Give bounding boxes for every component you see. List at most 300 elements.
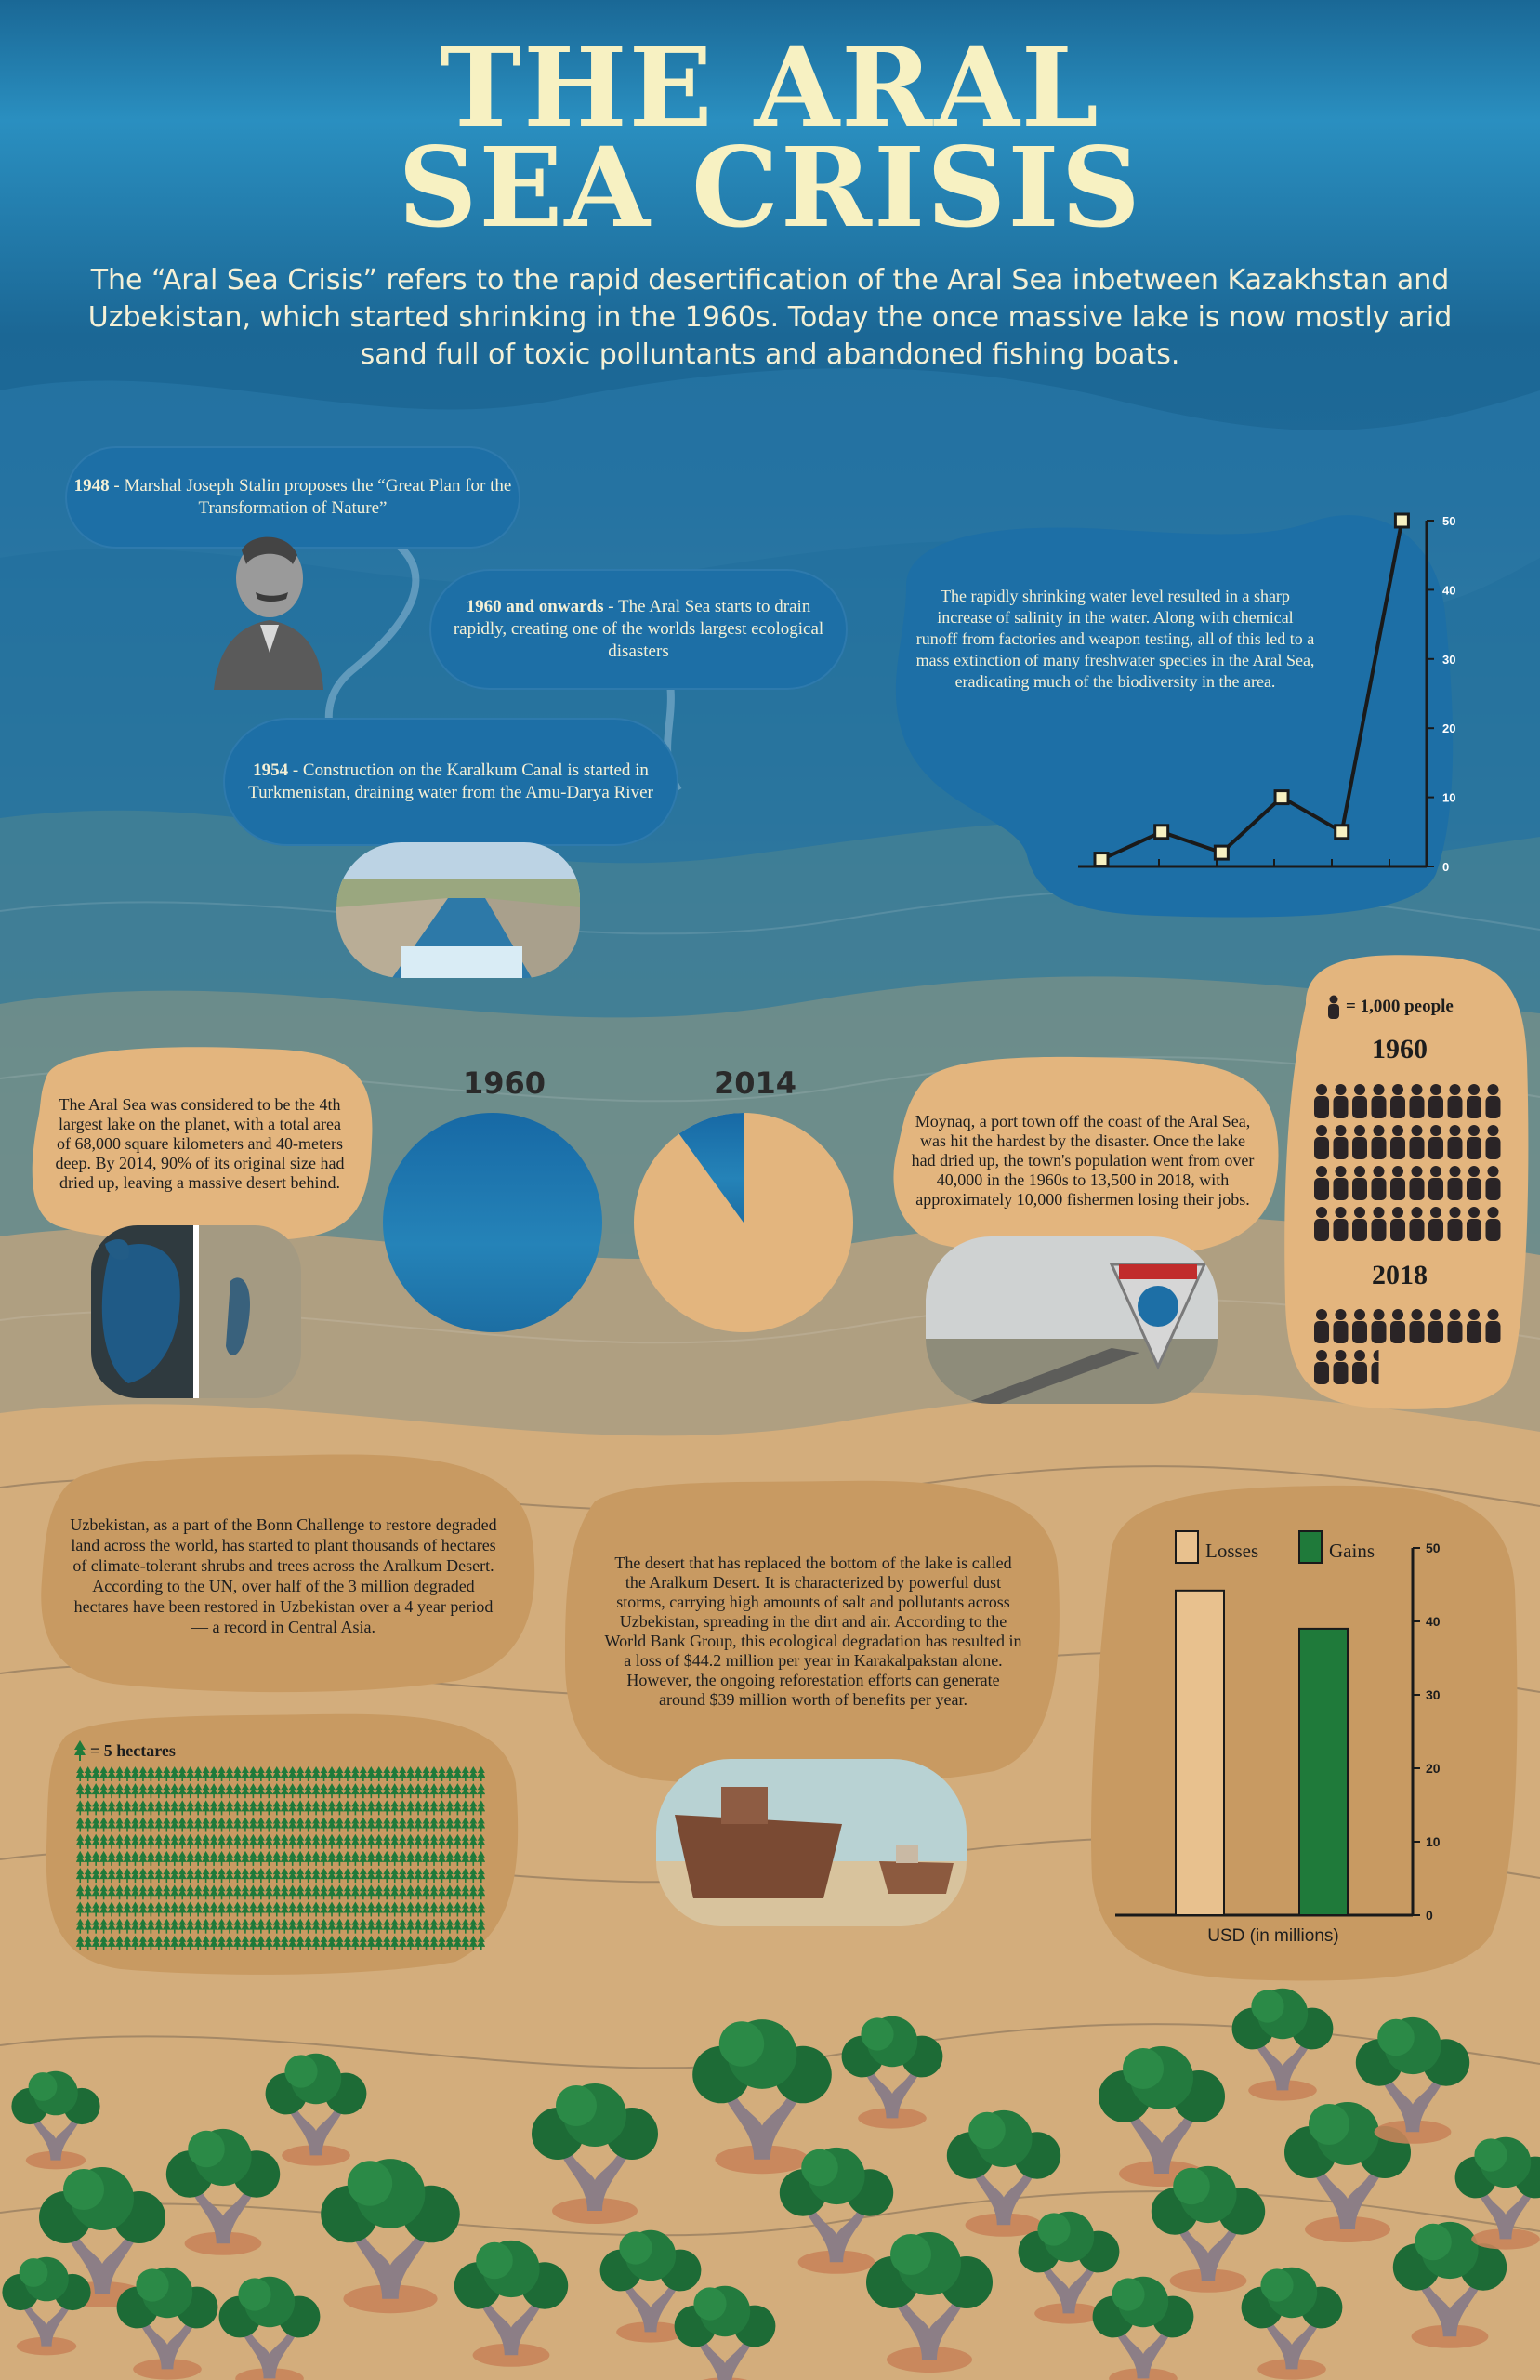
title-line-1: THE ARAL bbox=[440, 22, 1100, 152]
tree-icon bbox=[265, 1834, 273, 1849]
tree-icon bbox=[296, 1766, 305, 1781]
person-icon bbox=[1428, 1207, 1443, 1241]
tree-icon bbox=[288, 1901, 296, 1916]
tree-icon bbox=[147, 1834, 155, 1849]
tree-icon bbox=[367, 1851, 375, 1866]
tree-icon bbox=[131, 1868, 139, 1883]
tree-icon bbox=[422, 1800, 430, 1815]
tree-icon bbox=[477, 1800, 485, 1815]
tree-icon bbox=[461, 1818, 469, 1832]
tree-icon bbox=[445, 1851, 454, 1866]
tree-icon bbox=[406, 1884, 415, 1899]
tree-icon bbox=[320, 1766, 328, 1781]
tree-icon bbox=[375, 1901, 383, 1916]
person-icon bbox=[1410, 1125, 1425, 1159]
tree-icon bbox=[445, 1884, 454, 1899]
tree-icon bbox=[312, 1783, 321, 1798]
timeline-1948-text: - Marshal Joseph Stalin proposes the “Great Plan for the Transformation of Nature” bbox=[109, 476, 512, 518]
tree-icon bbox=[138, 1818, 147, 1832]
tree-icon bbox=[320, 1818, 328, 1832]
tree-icon bbox=[438, 1884, 446, 1899]
tree-icon bbox=[76, 1868, 85, 1883]
tree bbox=[454, 2241, 568, 2367]
person-icon bbox=[1448, 1207, 1463, 1241]
tree-icon bbox=[202, 1783, 210, 1798]
salinity-line-chart bbox=[1060, 502, 1468, 883]
person-icon bbox=[1327, 995, 1340, 1019]
tree-icon bbox=[281, 1800, 289, 1815]
tree-icon bbox=[115, 1919, 124, 1934]
tree-icon bbox=[288, 1818, 296, 1832]
tree-icon bbox=[170, 1766, 178, 1781]
person-icon bbox=[1467, 1207, 1481, 1241]
tree-icon bbox=[84, 1766, 92, 1781]
tree-icon bbox=[147, 1851, 155, 1866]
tree-icon bbox=[147, 1800, 155, 1815]
tree-icon bbox=[272, 1884, 281, 1899]
person-icon bbox=[1486, 1084, 1501, 1118]
tree-icon bbox=[178, 1919, 187, 1934]
tree-icon bbox=[359, 1783, 367, 1798]
tree-icon bbox=[304, 1818, 312, 1832]
tree-icon bbox=[202, 1901, 210, 1916]
tree-icon bbox=[210, 1834, 218, 1849]
tree-icon bbox=[210, 1901, 218, 1916]
tree-icon bbox=[336, 1884, 344, 1899]
tree-icon bbox=[351, 1800, 360, 1815]
tree-icon bbox=[92, 1766, 100, 1781]
tree-icon bbox=[445, 1901, 454, 1916]
tree-icon bbox=[210, 1800, 218, 1815]
tree-icon bbox=[108, 1783, 116, 1798]
tree-icon bbox=[415, 1868, 423, 1883]
tree-icon bbox=[257, 1800, 265, 1815]
title-line-2: SEA CRISIS bbox=[398, 123, 1142, 252]
tree-icon bbox=[469, 1851, 478, 1866]
tree-icon bbox=[154, 1800, 163, 1815]
tree-icon bbox=[154, 1901, 163, 1916]
data-point bbox=[1155, 826, 1168, 839]
tree-icon bbox=[265, 1800, 273, 1815]
person-icon bbox=[1352, 1084, 1367, 1118]
desert-text-box bbox=[604, 1506, 1022, 1757]
tree-icon bbox=[367, 1919, 375, 1934]
tree-icon bbox=[359, 1818, 367, 1832]
tree-icon bbox=[367, 1884, 375, 1899]
tree-icon bbox=[124, 1919, 132, 1934]
tree-icon bbox=[131, 1818, 139, 1832]
person-icon bbox=[1410, 1207, 1425, 1241]
tree-icon bbox=[320, 1800, 328, 1815]
tree-icon bbox=[390, 1868, 399, 1883]
tree-icon bbox=[154, 1834, 163, 1849]
legend-label: Gains bbox=[1329, 1540, 1375, 1562]
tree-icon bbox=[194, 1851, 203, 1866]
person-icon bbox=[1467, 1125, 1481, 1159]
tree-icon bbox=[170, 1851, 178, 1866]
tree-icon bbox=[304, 1919, 312, 1934]
tree-icon bbox=[163, 1783, 171, 1798]
tree bbox=[866, 2232, 993, 2373]
tree-icon bbox=[281, 1834, 289, 1849]
tree-icon bbox=[233, 1901, 242, 1916]
tree-icon bbox=[178, 1783, 187, 1798]
tree-icon bbox=[272, 1868, 281, 1883]
pie-1960-year: 1960 bbox=[463, 1065, 546, 1101]
tree-icon bbox=[336, 1868, 344, 1883]
forest-illustration bbox=[0, 1943, 1540, 2380]
tree-icon bbox=[147, 1818, 155, 1832]
tree-icon bbox=[108, 1868, 116, 1883]
person-icon bbox=[1486, 1309, 1501, 1343]
tree-icon bbox=[217, 1901, 226, 1916]
tree-icon bbox=[312, 1818, 321, 1832]
tree-icon bbox=[217, 1818, 226, 1832]
tree-icon bbox=[265, 1884, 273, 1899]
tree-icon bbox=[241, 1868, 249, 1883]
tree-icon bbox=[154, 1919, 163, 1934]
y-tick-label: 40 bbox=[1426, 1614, 1441, 1629]
person-icon bbox=[1428, 1084, 1443, 1118]
tree-icon bbox=[84, 1834, 92, 1849]
tree-icon bbox=[390, 1800, 399, 1815]
tree-icon bbox=[131, 1901, 139, 1916]
tree-icon bbox=[233, 1919, 242, 1934]
tree-icon bbox=[241, 1783, 249, 1798]
tree-icon bbox=[296, 1818, 305, 1832]
tree-icon bbox=[138, 1766, 147, 1781]
tree-icon bbox=[257, 1834, 265, 1849]
tree-icon bbox=[296, 1919, 305, 1934]
tree-icon bbox=[226, 1800, 234, 1815]
tree-icon bbox=[115, 1766, 124, 1781]
tree-icon bbox=[84, 1800, 92, 1815]
tree-icon bbox=[461, 1919, 469, 1934]
tree-icon bbox=[312, 1901, 321, 1916]
tree-icon bbox=[138, 1834, 147, 1849]
person-icon bbox=[1314, 1309, 1329, 1343]
tree-icon bbox=[257, 1818, 265, 1832]
tree-icon bbox=[210, 1783, 218, 1798]
tree-icon bbox=[399, 1766, 407, 1781]
tree-icon bbox=[170, 1783, 178, 1798]
tree-icon bbox=[461, 1868, 469, 1883]
y-tick-label: 50 bbox=[1442, 514, 1456, 528]
person-icon bbox=[1334, 1350, 1349, 1384]
tree-icon bbox=[202, 1919, 210, 1934]
tree bbox=[1232, 1989, 1334, 2101]
uzbek-text-box bbox=[65, 1488, 502, 1664]
tree-icon bbox=[351, 1901, 360, 1916]
person-icon bbox=[1448, 1309, 1463, 1343]
tree-icon bbox=[99, 1818, 108, 1832]
tree-icon bbox=[445, 1783, 454, 1798]
tree-icon bbox=[336, 1783, 344, 1798]
person-icon bbox=[1352, 1166, 1367, 1200]
tree-icon bbox=[202, 1884, 210, 1899]
tree-icon bbox=[194, 1901, 203, 1916]
tree-icon bbox=[186, 1800, 194, 1815]
tree-icon bbox=[178, 1818, 187, 1832]
tree-icon bbox=[359, 1901, 367, 1916]
tree-icon bbox=[445, 1766, 454, 1781]
tree-icon bbox=[336, 1800, 344, 1815]
tree-icon bbox=[76, 1783, 85, 1798]
legend-swatch bbox=[1299, 1531, 1322, 1563]
tree-icon bbox=[430, 1766, 439, 1781]
person-icon bbox=[1372, 1350, 1387, 1384]
tree-icon bbox=[138, 1851, 147, 1866]
tree-icon bbox=[461, 1834, 469, 1849]
tree-icon bbox=[76, 1901, 85, 1916]
tree-icon bbox=[76, 1800, 85, 1815]
tree-icon bbox=[328, 1851, 336, 1866]
tree-icon bbox=[406, 1901, 415, 1916]
tree-icon bbox=[351, 1834, 360, 1849]
tree-icon bbox=[328, 1766, 336, 1781]
tree-icon bbox=[399, 1851, 407, 1866]
tree-icon bbox=[399, 1868, 407, 1883]
tree-icon bbox=[438, 1868, 446, 1883]
tree-icon bbox=[288, 1834, 296, 1849]
person-icon bbox=[1390, 1125, 1405, 1159]
tree-icon bbox=[124, 1834, 132, 1849]
tree-icon bbox=[304, 1884, 312, 1899]
tree-icon bbox=[469, 1800, 478, 1815]
tree-icon bbox=[233, 1851, 242, 1866]
tree-icon bbox=[281, 1884, 289, 1899]
tree-icon bbox=[438, 1783, 446, 1798]
tree-icon bbox=[138, 1868, 147, 1883]
tree-icon bbox=[131, 1834, 139, 1849]
tree-icon bbox=[115, 1818, 124, 1832]
people-legend-label: = 1,000 people bbox=[1346, 997, 1454, 1016]
tree-icon bbox=[202, 1766, 210, 1781]
tree-icon bbox=[186, 1851, 194, 1866]
people-1960-title: 1960 bbox=[1372, 1034, 1428, 1064]
person-icon bbox=[1314, 1125, 1329, 1159]
hectares-legend-label: = 5 hectares bbox=[90, 1740, 176, 1760]
tree-icon bbox=[217, 1884, 226, 1899]
timeline-1960-bubble bbox=[429, 569, 848, 690]
tree-icon bbox=[367, 1868, 375, 1883]
tree-icon bbox=[288, 1766, 296, 1781]
tree-icon bbox=[163, 1884, 171, 1899]
tree-icon bbox=[296, 1901, 305, 1916]
tree-icon bbox=[328, 1783, 336, 1798]
tree-icon bbox=[304, 1834, 312, 1849]
tree-icon bbox=[138, 1919, 147, 1934]
person-icon bbox=[1428, 1125, 1443, 1159]
tree-icon bbox=[281, 1901, 289, 1916]
tree-icon bbox=[328, 1800, 336, 1815]
tree-icon bbox=[454, 1818, 462, 1832]
tree-icon bbox=[108, 1851, 116, 1866]
tree-icon bbox=[194, 1834, 203, 1849]
timeline-1960-year: 1960 and onwards bbox=[466, 597, 604, 616]
tree-icon bbox=[202, 1868, 210, 1883]
tree-icon bbox=[367, 1766, 375, 1781]
uzbek-text: Uzbekistan, as a part of the Bonn Challenge to restore degraded land across the world, has started to plant thousands of hectares of climate-tolerant shrubs and trees across the Aralkum Desert. According to the UN, over half of the 3 million degraded hectares have been restored in Uzbekistan over a 4 year period — a record in Central Asia. bbox=[70, 1515, 497, 1636]
person-icon bbox=[1372, 1125, 1387, 1159]
tree-icon bbox=[406, 1783, 415, 1798]
tree-icon bbox=[138, 1800, 147, 1815]
tree-icon bbox=[430, 1834, 439, 1849]
tree-icon bbox=[367, 1834, 375, 1849]
tree-icon bbox=[320, 1884, 328, 1899]
tree-icon bbox=[233, 1834, 242, 1849]
tree-icon bbox=[343, 1800, 351, 1815]
person-icon bbox=[1352, 1309, 1367, 1343]
tree-icon bbox=[430, 1783, 439, 1798]
person-icon bbox=[1467, 1084, 1481, 1118]
tree-icon bbox=[430, 1818, 439, 1832]
data-point bbox=[1336, 826, 1349, 839]
tree-icon bbox=[257, 1851, 265, 1866]
tree-icon bbox=[312, 1884, 321, 1899]
tree-icon bbox=[115, 1834, 124, 1849]
tree-icon bbox=[138, 1901, 147, 1916]
y-tick-label: 30 bbox=[1426, 1687, 1441, 1702]
tree-icon bbox=[272, 1834, 281, 1849]
hectares-legend bbox=[74, 1740, 176, 1761]
tree-icon bbox=[124, 1800, 132, 1815]
tree-icon bbox=[124, 1851, 132, 1866]
tree-icon bbox=[415, 1884, 423, 1899]
tree-icon bbox=[178, 1834, 187, 1849]
tree-icon bbox=[186, 1818, 194, 1832]
tree-icon bbox=[124, 1901, 132, 1916]
tree-icon bbox=[296, 1800, 305, 1815]
tree-icon bbox=[124, 1818, 132, 1832]
tree-icon bbox=[210, 1851, 218, 1866]
person-icon bbox=[1390, 1084, 1405, 1118]
person-icon bbox=[1467, 1309, 1481, 1343]
tree-icon bbox=[226, 1851, 234, 1866]
tree-icon bbox=[406, 1868, 415, 1883]
tree-icon bbox=[265, 1851, 273, 1866]
tree-icon bbox=[186, 1868, 194, 1883]
tree-icon bbox=[115, 1783, 124, 1798]
y-tick-label: 20 bbox=[1442, 721, 1456, 736]
tree-icon bbox=[163, 1919, 171, 1934]
tree-icon bbox=[272, 1783, 281, 1798]
timeline-1954-year: 1954 bbox=[253, 760, 289, 780]
person-icon bbox=[1448, 1166, 1463, 1200]
tree-icon bbox=[383, 1901, 391, 1916]
tree-icon bbox=[202, 1818, 210, 1832]
tree-icon bbox=[422, 1834, 430, 1849]
tree-icon bbox=[226, 1766, 234, 1781]
tree-icon bbox=[445, 1800, 454, 1815]
tree-icon bbox=[186, 1783, 194, 1798]
tree-icon bbox=[454, 1766, 462, 1781]
bar-losses bbox=[1176, 1591, 1224, 1915]
tree-icon bbox=[154, 1851, 163, 1866]
tree-icon bbox=[249, 1851, 257, 1866]
tree-icon bbox=[170, 1818, 178, 1832]
tree-icon bbox=[430, 1800, 439, 1815]
tree-icon bbox=[454, 1834, 462, 1849]
tree bbox=[11, 2071, 99, 2170]
canal-photo bbox=[336, 842, 580, 978]
person-icon bbox=[1410, 1309, 1425, 1343]
tree-icon bbox=[454, 1851, 462, 1866]
tree-icon bbox=[92, 1884, 100, 1899]
tree-icon bbox=[233, 1783, 242, 1798]
tree-icon bbox=[217, 1766, 226, 1781]
tree-icon bbox=[241, 1919, 249, 1934]
tree-icon bbox=[454, 1800, 462, 1815]
tree-icon bbox=[461, 1800, 469, 1815]
tree-icon bbox=[343, 1868, 351, 1883]
tree-icon bbox=[226, 1818, 234, 1832]
person-icon bbox=[1410, 1166, 1425, 1200]
person-icon bbox=[1352, 1207, 1367, 1241]
person-icon bbox=[1314, 1166, 1329, 1200]
tree-icon bbox=[415, 1851, 423, 1866]
tree-icon bbox=[99, 1783, 108, 1798]
tree-icon bbox=[336, 1851, 344, 1866]
tree-icon bbox=[99, 1919, 108, 1934]
tree-icon bbox=[84, 1868, 92, 1883]
tree-icon bbox=[265, 1818, 273, 1832]
lake-text: The Aral Sea was considered to be the 4th largest lake on the planet, with a total area of 68,000 square kilometers and 40-meters deep. By 2014, 90% of its original size had dried up, leaving a massive desert behind. bbox=[55, 1094, 345, 1192]
tree-icon bbox=[178, 1901, 187, 1916]
tree-icon bbox=[272, 1851, 281, 1866]
tree-icon bbox=[375, 1884, 383, 1899]
tree-icon bbox=[163, 1818, 171, 1832]
tree-icon bbox=[281, 1868, 289, 1883]
y-tick-label: 0 bbox=[1426, 1908, 1433, 1923]
moynaq-text: Moynaq, a port town off the coast of the Aral Sea, was hit the hardest by the disaster. Once the lake had dried up, the town's population went from over 40,000 in the 1960s to 13,500 in 2018, with approximately 10,000 fishermen losing their jobs. bbox=[911, 1111, 1255, 1209]
tree-icon bbox=[375, 1851, 383, 1866]
tree-icon bbox=[415, 1783, 423, 1798]
tree-icon bbox=[383, 1868, 391, 1883]
tree-icon bbox=[272, 1766, 281, 1781]
salinity-text: The rapidly shrinking water level resulted in a sharp increase of salinity in the water. Along with chemical runoff from factories and weapon testing, all of this led to a mass extinction of many freshwater species in the Aral Sea, eradicating much of the biodiversity in the area. bbox=[915, 586, 1315, 691]
tree-icon bbox=[241, 1834, 249, 1849]
tree-icon bbox=[99, 1901, 108, 1916]
shipwreck-photo bbox=[656, 1759, 967, 1926]
tree-icon bbox=[312, 1868, 321, 1883]
tree-icon bbox=[194, 1800, 203, 1815]
tree-icon bbox=[328, 1818, 336, 1832]
person-icon bbox=[1390, 1309, 1405, 1343]
person-icon bbox=[1372, 1166, 1387, 1200]
y-tick-label: 10 bbox=[1442, 790, 1456, 805]
tree-icon bbox=[320, 1851, 328, 1866]
pie-charts bbox=[372, 1102, 892, 1343]
tree-icon bbox=[226, 1868, 234, 1883]
tree-icon bbox=[249, 1834, 257, 1849]
person-icon bbox=[1410, 1084, 1425, 1118]
tree-icon bbox=[359, 1884, 367, 1899]
tree-icon bbox=[304, 1766, 312, 1781]
tree-icon bbox=[115, 1884, 124, 1899]
tree-icon bbox=[194, 1818, 203, 1832]
tree-icon bbox=[454, 1783, 462, 1798]
tree-icon bbox=[210, 1868, 218, 1883]
tree-icon bbox=[163, 1868, 171, 1883]
person-icon bbox=[1448, 1125, 1463, 1159]
tree-icon bbox=[210, 1766, 218, 1781]
tree-icon bbox=[257, 1783, 265, 1798]
tree-icon bbox=[383, 1919, 391, 1934]
pie-2014 bbox=[634, 1113, 853, 1332]
tree-icon bbox=[233, 1818, 242, 1832]
tree-icon bbox=[399, 1834, 407, 1849]
